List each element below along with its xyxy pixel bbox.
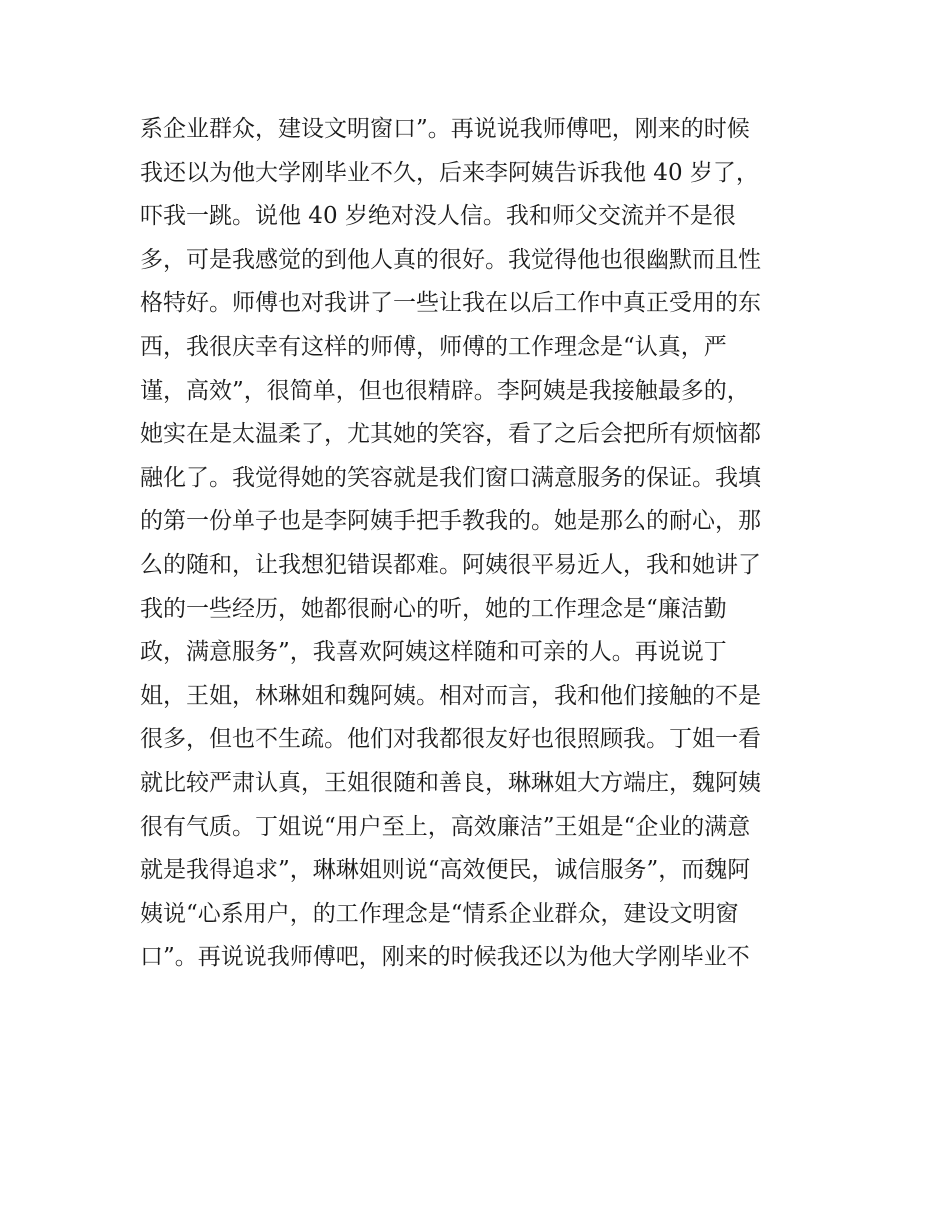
text-line: 格特好。师傅也对我讲了一些让我在以后工作中真正受用的东 bbox=[140, 290, 761, 317]
text-line: 很多，但也不生疏。他们对我都很友好也很照顾我。丁姐一看 bbox=[140, 726, 761, 753]
text-line: 姐，王姐，林琳姐和魏阿姨。相对而言，我和他们接触的不是 bbox=[140, 682, 761, 709]
text-line: 口”。再说说我师傅吧，刚来的时候我还以为他大学刚毕业不 bbox=[140, 944, 750, 971]
text-line: 姨说“心系用户，的工作理念是“情系企业群众，建设文明窗 bbox=[140, 900, 739, 927]
text-line: 政，满意服务”，我喜欢阿姨这样随和可亲的人。再说说丁 bbox=[140, 639, 727, 666]
text-line: 谨，高效”，很简单，但也很精辟。李阿姨是我接触最多的， bbox=[140, 377, 750, 404]
text-line: 系企业群众，建设文明窗口”。再说说我师傅吧，刚来的时候 bbox=[140, 116, 750, 142]
text-line: 融化了。我觉得她的笑容就是我们窗口满意服务的保证。我填 bbox=[140, 464, 761, 491]
text-line: 吓我一跳。说他 40 岁绝对没人信。我和师父交流并不是很 bbox=[140, 203, 736, 230]
text-line: 就是我得追求”，琳琳姐则说“高效便民，诚信服务”，而魏阿 bbox=[140, 857, 751, 884]
text-line: 西，我很庆幸有这样的师傅，师傅的工作理念是“认真，严 bbox=[140, 333, 727, 360]
text-line: 多，可是我感觉的到他人真的很好。我觉得他也很幽默而且性 bbox=[140, 246, 761, 273]
text-line: 的第一份单子也是李阿姨手把手教我的。她是那么的耐心，那 bbox=[140, 508, 761, 535]
text-line: 她实在是太温柔了，尤其她的笑容，看了之后会把所有烦恼都 bbox=[140, 421, 761, 448]
text-line: 很有气质。丁姐说“用户至上，高效廉洁”王姐是“企业的满意 bbox=[140, 813, 751, 840]
text-line: 我的一些经历，她都很耐心的听，她的工作理念是“廉洁勤 bbox=[140, 595, 727, 622]
text-line: 么的随和，让我想犯错误都难。阿姨很平易近人，我和她讲了 bbox=[140, 551, 761, 578]
text-line: 我还以为他大学刚毕业不久，后来李阿姨告诉我他 40 岁了， bbox=[140, 159, 759, 186]
body-text bbox=[140, 108, 820, 980]
text-line: 就比较严肃认真，王姐很随和善良，琳琳姐大方端庄，魏阿姨 bbox=[140, 769, 761, 796]
